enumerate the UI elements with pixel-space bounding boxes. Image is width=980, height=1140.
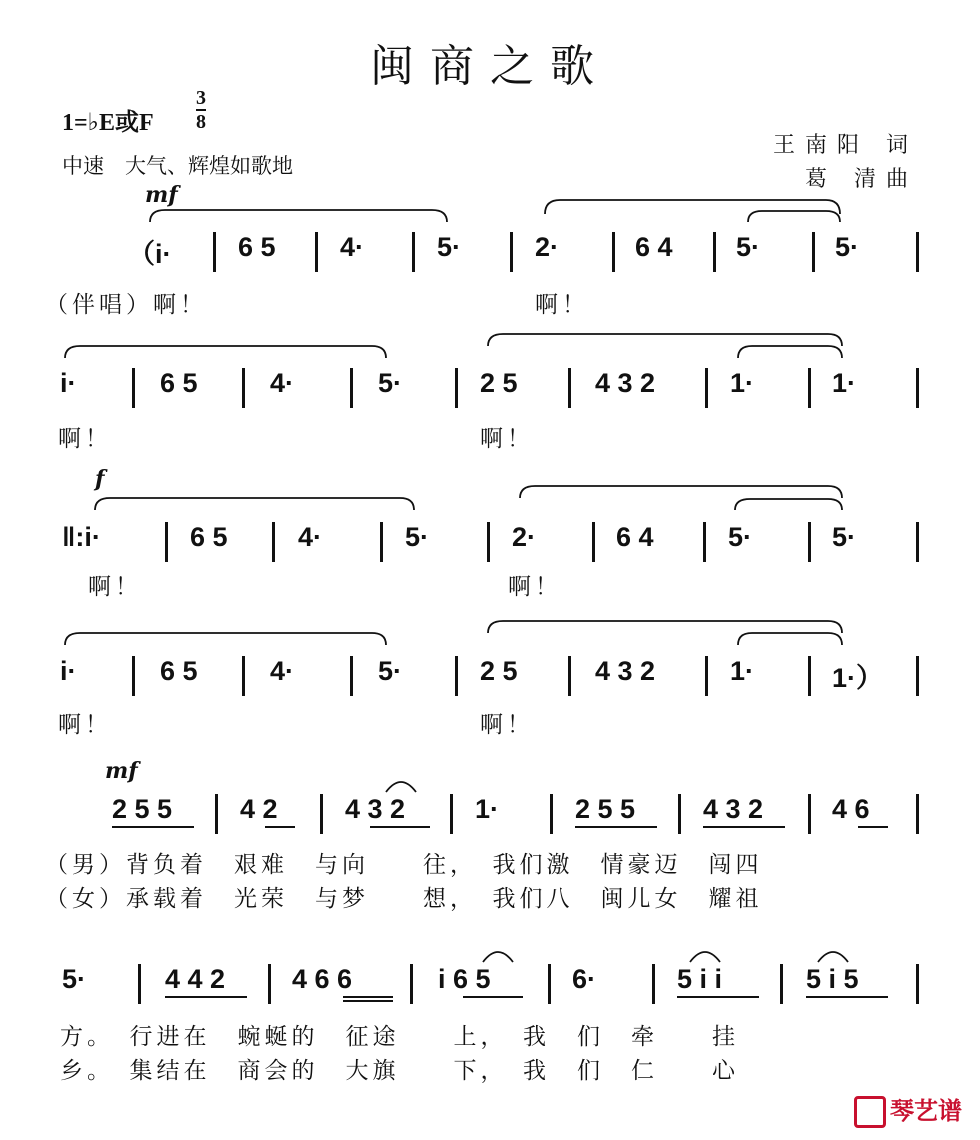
measure: 6 4: [616, 522, 654, 552]
measure: 5 i i: [677, 964, 723, 994]
measure: 2·: [535, 232, 560, 262]
dynamic-mf-1: mf: [145, 182, 178, 208]
composer-credit: 葛 清曲: [805, 167, 918, 192]
measure: 2 5: [480, 368, 518, 398]
measure: 4 3 2: [703, 794, 764, 824]
lyric: 啊！: [480, 712, 534, 738]
lyric: 啊！: [480, 426, 534, 452]
watermark-logo: 琴艺谱: [854, 1091, 962, 1128]
measure: 6 5: [190, 522, 228, 552]
measure: 4·: [270, 656, 295, 686]
lyric: 啊！: [508, 574, 562, 600]
time-signature: 3 8: [196, 87, 206, 133]
lyric-male: （男）背负着 艰难 与向 往， 我们激 情豪迈 闯四: [45, 852, 763, 878]
measure: 6 5: [238, 232, 276, 262]
measure: 5·: [378, 656, 403, 686]
lyric-male: 方。 行进在 蜿蜒的 征途 上， 我 们 牵 挂: [60, 1024, 739, 1050]
measure: i·: [60, 368, 77, 398]
measure: 4 4 2: [165, 964, 226, 994]
dynamic-mf-2: mf: [105, 758, 138, 784]
measure: 2 5: [480, 656, 518, 686]
measure: 5·: [437, 232, 462, 262]
measure: 2 5 5: [112, 794, 173, 824]
measure: 5 i 5: [806, 964, 859, 994]
measure: ‖:i·: [62, 522, 101, 552]
key-signature: 1=♭E或F: [62, 110, 154, 136]
measure: 6 5: [160, 368, 198, 398]
measure: 4 3 2: [595, 368, 656, 398]
staff-row-3: [0, 522, 980, 586]
measure: 5·: [835, 232, 860, 262]
measure: 5·: [728, 522, 753, 552]
measure: 4 3 2: [345, 794, 406, 824]
measure: 6 5: [160, 656, 198, 686]
tempo-marking: 中速 大气、辉煌如歌地: [62, 154, 293, 178]
page-title: 闽商之歌: [370, 41, 610, 92]
measure: 4 6 6: [292, 964, 353, 994]
measure: 5·: [832, 522, 857, 552]
measure: 2 5 5: [575, 794, 636, 824]
measure: 1·: [730, 656, 755, 686]
measure: 5·: [378, 368, 403, 398]
measure: 4 3 2: [595, 656, 656, 686]
lyric: 啊！: [58, 712, 112, 738]
lyric: 啊！: [88, 574, 142, 600]
lyric: （伴唱）啊！: [45, 292, 207, 318]
measure: （i·: [128, 239, 172, 269]
measure: 4·: [270, 368, 295, 398]
measure: 6·: [572, 964, 597, 994]
measure: 1·: [832, 368, 857, 398]
measure: 5·: [62, 964, 87, 994]
measure: i·: [60, 656, 77, 686]
lyric: 啊！: [58, 426, 112, 452]
measure: 1·）: [832, 663, 884, 693]
lyric-female: 乡。 集结在 商会的 大旗 下， 我 们 仁 心: [60, 1058, 739, 1084]
measure: 1·: [730, 368, 755, 398]
measure: 1·: [475, 794, 500, 824]
measure: 4 2: [240, 794, 278, 824]
lyricist-credit: 王南阳 词: [773, 133, 918, 158]
measure: 4·: [298, 522, 323, 552]
measure: 4·: [340, 232, 365, 262]
measure: i 6 5: [438, 964, 491, 994]
lyric-female: （女）承载着 光荣 与梦 想， 我们八 闽儿女 耀祖: [45, 886, 763, 912]
measure: 5·: [405, 522, 430, 552]
measure: 2·: [512, 522, 537, 552]
measure: 4 6: [832, 794, 870, 824]
logo-icon: [854, 1096, 886, 1128]
lyric: 啊！: [535, 292, 589, 318]
measure: 5·: [736, 232, 761, 262]
dynamic-f: f: [95, 466, 105, 492]
measure: 6 4: [635, 232, 673, 262]
